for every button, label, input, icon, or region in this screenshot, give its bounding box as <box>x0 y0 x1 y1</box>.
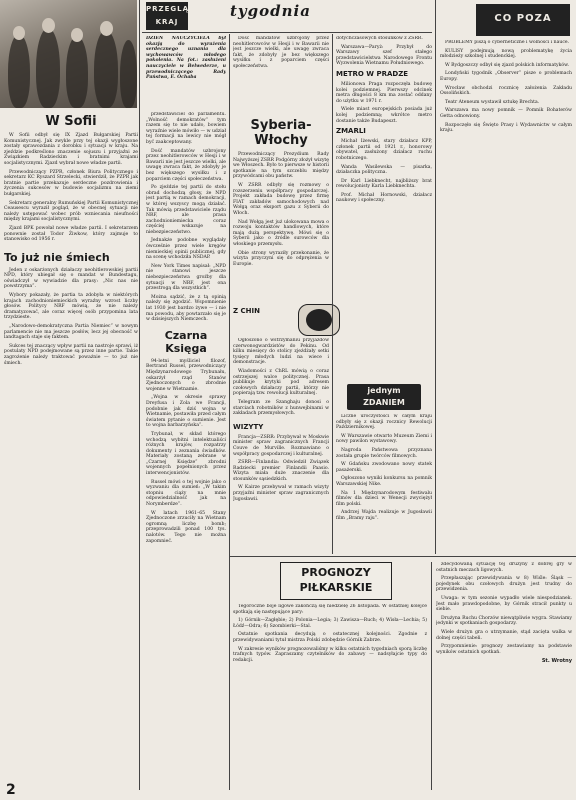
left-column <box>4 112 138 788</box>
syberia-title: Syberia-Włochy <box>250 118 312 148</box>
to-juz-paragraph: Wybory pokazały, że partia ta zdobyła w niektórych krajach zachodnioniemieckich wyraźny wzrost liczby głosów. Politycy NRF mówią, że nie należy dramatyzować, ale coraz więcej osób przypomina lata trzydzieste. <box>4 293 138 321</box>
co-poza-paragraph: Warszawa ma nowy pomnik — Pomnik Bohaterów Getta odnowiony. <box>440 108 572 119</box>
article-paragraph: Można sądzić, że z tą opinią należy się zgodzić. Wspomnienie lat 1930 jest bardzo żywe — i nie ma powodu, aby powtarzało się je w dzisiejszych Niemczech. <box>146 294 226 323</box>
teachers-day-photo <box>0 0 137 108</box>
second-column <box>146 112 226 788</box>
article-paragraph: przedstawiciel do parlamentu. „Wolność demokratów” tym razem się to nie udało, bowiem wyraźnie wiele mówiło — w udział tej formacji na lewicy nie mógł być zaakceptowany. <box>146 112 226 145</box>
zmarli-paragraph: Prof. Michał Hornowski, działacz naukowy i społeczny. <box>336 192 432 204</box>
z-chin-box <box>233 304 297 318</box>
zmarli-paragraph: Michał Iżewski, stary działacz KPP, członek partii od 1921 r., honorowy obywatel, zasłużony działacz ruchu robotniczego. <box>336 139 432 161</box>
jednym-item: Ogłoszono wyniki konkursu na pomnik Warszawskiej Nike. <box>336 476 432 487</box>
z-chin-paragraph: Telegram ze Szanghaju donosi o starciach robotników z hunwejbinami w zakładach przemysłowych. <box>233 399 329 417</box>
right-bottom-paragraph: Przypomnienie: prognozy zestawiamy na podstawie wyników ostatnich spotkań. <box>436 644 572 655</box>
co-poza-paragraph: W Bydgoszczy odbył się zjazd polskich informatyków. <box>445 62 570 68</box>
syberia-paragraph: Obie strony wyraziły przekonanie, że wizyta przyczyni się do odprężenia w Europie. <box>233 250 329 267</box>
right-bottom-paragraph: Drużyna Ruchu Chorzów niewątpliwie wygra. Stawiamy jedynki w spotkaniach gospodarzy. <box>436 615 572 627</box>
co-poza-paragraph: KULISY podejmują nową problematykę życia młodzieży szkolnej i studenckiej. <box>440 48 572 60</box>
czarna-paragraph: Russel mówi o tej wojnie jako o wyzwaniu dla sumień: „W takim stopniu ciąży na mnie odpowiedzialność jak na Norymberdze”. <box>146 479 226 508</box>
w-sofii-title: W Sofii <box>45 114 97 129</box>
z-chin-paragraph: Ogłoszono o wstrzymaniu przyjazdów czerwonogwardzistów do Pekinu. Od kilku miesięcy do stolicy zjeżdżały setki tysięcy młodych ludzi na wiece i demonstracje. <box>233 338 329 366</box>
article-paragraph: New York Times napisał: „NPD nie stanowi jeszcze niebezpieczeństwa groźby dla sytuacji w NRF, jest ona przestrogą dla wszystkich”. <box>146 263 226 292</box>
czarna-paragraph: 94-letni myśliciel filozof, Bertrand Russel, przewodniczący Międzynarodowego Trybunału, oskarżył rząd Stanów Zjednoczonych o zbrodnie wojenne w Wietnamie. <box>146 358 226 392</box>
co-poza-paragraph: PROBLEMY piszą o cyberneticzne i wolności i nauce. <box>445 40 570 45</box>
wizyty-title: WIZYTY <box>233 422 264 431</box>
co-poza-paragraph: Londyński tygodnik „Observer” pisze o problemach Europy. <box>440 71 572 82</box>
right-bottom-paragraph: zdecydowaną sytuację tej drużyny z dobrej gry w ostatnich meczach ligowych. <box>436 562 572 573</box>
metro-paragraph: Milionowa Praga rozpoczęła budowę kolei podziemnej. Pierwszy odcinek metra długości 8 km ma zostać oddany do użytku w 1971 r. <box>336 81 432 104</box>
page-number: 2 <box>6 782 16 798</box>
syberia-paragraph: W ZSRR odbyły się rozmowy o rozszerzeniu współpracy gospodarczej. Projekt zakłada budowę przez firmę FIAT zakładów samochodowych nad Wołgą oraz eksport gazu z Syberii do Włoch. <box>233 182 329 216</box>
masthead-title: tygodnia <box>230 2 311 20</box>
jednym-zdaniem-banner: jednym ZDANIEM <box>347 384 421 410</box>
prognozy-title: PROGNOZY PIŁKARSKIE <box>299 566 373 594</box>
w-sofii-paragraph: Sekretarz generalny Rumuńskiej Partii Komunistycznej Ceausescu wyraził pogląd, że w obecnej sytuacji nie należy ustępować wobec prób wzniecania nieufności między krajami socjalistycznymi. <box>4 200 138 223</box>
co-poza-paragraph: Teatr Ateneum wystawił sztukę Brechta. <box>445 99 540 105</box>
prognozy-paragraph: Ostatnie spotkania decydują o ostatecznej kolejności. Zgodnie z przewidywaniami tytuł mistrza Polski zdobędzie Górnik Zabrze. <box>233 632 427 643</box>
w-sofii-paragraph: W Sofii odbył się IX Zjazd Bułgarskiej Partii Komunistycznej. Jak zwykle przy tej okazji wygłoszone zostały sprawozdania z dorobku i sytuacji w kraju. Na zjeździe podkreślono znaczenie sojuszu i przyjaźni ze Związkiem Radzieckim i bratnimi krajami socjalistycznymi. Zjazd wybrał nowe władze partii. <box>4 133 138 166</box>
co-poza-logo: CO POZA <box>476 4 570 36</box>
czarna-title: Czarna Księga <box>164 328 208 355</box>
prognozy-column <box>233 604 427 790</box>
jednym-item: Nagroda Państwowa przyznana została grupie twórców filmowych. <box>336 447 432 459</box>
zmarli-title: ZMARLI <box>336 127 366 136</box>
jednym-item: Liczne uroczystości w całym kraju odbyły się z okazji rocznicy Rewolucji Październikowej. <box>336 414 432 431</box>
krotko-stamp <box>298 304 340 336</box>
jednym-item: Na 1 Międzynarodowym festiwalu filmów dla dzieci w Wenecji zwyciężył film polski. <box>336 490 432 507</box>
right-bottom-paragraph: Przepłaszając przewidywania w 8) Wiśle: Śląsk — pojedynek obu czołowych drużyn jest trudny do przewidzenia. <box>436 576 572 593</box>
right-bottom-paragraph: Wiele drużyn gra o utrzymanie, stąd zacięta walka w dolnej części tabeli. <box>436 629 572 641</box>
article-paragraph: Jednakże podobne wyglądały ówcześnie przez wiele kręgów niemieckiej opinii publicznej, gdy na scenę wchodziła NSDAP. <box>146 238 226 261</box>
z-chin-title: Z CHIN <box>233 307 260 315</box>
z-chin-paragraph: Wiadomości z ChRL mówią o coraz ostrzejszej walce politycznej. Prasa publikuje krytyki pod adresem czołowych działaczy partii, którzy nie popierają tzw. rewolucji kulturalnej. <box>233 368 329 397</box>
zmarli-paragraph: Wanda Wasilewska — pisarka, działaczka polityczna. <box>336 164 432 176</box>
czarna-paragraph: W latach 1961–65 Stany Zjednoczone zrzuciły na Wietnam ogromną liczbę bomb; przeprowadzili ponad 100 tys. nalotów. Tego nie można zapomnieć. <box>146 510 226 544</box>
prognozy-paragraph: Tegoroczne boje ligowe zakończą się niedzielę 26 listopada. W ostatniej kolejce spotkają się następujące pary: <box>233 604 427 615</box>
to-juz-paragraph: Jeden z oskarżonych działaczy neohitlerowskiej partii NPD, który ubiegał się o mandat w Bundestagu, oświadczył w wywiadzie dla prasy: „Nic nas nie powstrzyma”. <box>4 267 138 290</box>
metro-paragraph: Wiele miast europejskich posiada już kolej podziemną; wkrótce metro dostanie także Budapeszt. <box>336 107 432 124</box>
metro-title: METRO W PRADZE <box>336 69 409 78</box>
czarna-paragraph: „Wojna w okresie sprawy Dreyfusa i Zola we Francji, podobnie jak dziś wojna w Wietnamie, postawiła przed całym światem pytanie o sumienie. Jest to wojna barbarzyńska”. <box>146 395 226 429</box>
to-juz-paragraph: Sukces tej znaczący wpływ partii na nastroje sprawi, iż postulaty NPD podejmowane są przez inne partie. Takie zagrożenie należy traktować poważnie — to już nie śmiech. <box>4 343 138 366</box>
article-paragraph: Warszawa—Paryż: Przybył do Warszawy szef stałego przedstawicielstwa Narodowego Frontu Wyzwolenia Wietnamu Południowego. <box>336 44 432 67</box>
jednym-item: Andrzej Wajda realizuje w Jugosławii film „Bramy raju”. <box>336 510 432 521</box>
article-paragraph: dotychczasowych stosunków z ZSRR. <box>336 36 423 41</box>
author-signature: St. Wrotny <box>541 658 572 665</box>
co-poza-column <box>440 40 572 548</box>
wizyty-paragraph: W Kairze przebywał w ramach wizyty przyjaźni minister spraw zagranicznych Jugosławii. <box>233 485 329 502</box>
prognozy-paragraph: 1) Górnik—Zagłębie; 2) Polonia—Legia; 3) Zawisza—Ruch; 4) Wisła—Lechia; 5) Łódź—Odra; 6) Szombierki—Stal. <box>233 618 427 629</box>
wizyty-paragraph: ZSRR—Finlandia: Odwiedził Związek Radziecki premier Finlandii Paasio. Wizyta miała duże znaczenie dla stosunków sąsiedzkich. <box>233 460 329 482</box>
right-bottom-column <box>436 562 572 790</box>
to-juz-paragraph: „Narodowo-demokratyczna Partia Niemiec” w nowym parlamencie nie ma jeszcze posłów, lecz jej obecność w landtagach staje się faktem. <box>4 324 138 341</box>
jednym-item: W Gdańsku zwodowano nowy statek pasażerski. <box>336 462 432 473</box>
article-paragraph: Po zjeździe tej partii do stołu obrad dochodzą głosy, że NPD jest partią w ramach demokracji, w której wszyscy mogą działać. Tak mówią przedstawiciele rządu NRF, ale prasa zachodnioniemiecka coraz częściej wskazuje na niebezpieczeństwo. <box>146 185 226 235</box>
czarna-paragraph: Trybunał, w skład którego wchodzą wybitni intelektualiści różnych krajów, rozpatrzy dokumenty i zeznania świadków. Materiały zostaną zebrane w „Czarnej Księdze” zbrodni wojennych popełnionych przez interwencjonistów. <box>146 431 226 477</box>
prognozy-paragraph: W zakresie wyników prognozowaliśmy w kilku ostatnich tygodniach sporą liczbę trafnych typów. Zapraszamy czytelników do zabawy — nadsyłajcie typy do redakcji. <box>233 646 427 663</box>
masthead-logo: PRZEGLĄD KRAJ <box>146 2 188 30</box>
third-column-top <box>233 36 329 116</box>
jednym-zdaniem-column <box>336 414 432 554</box>
article-paragraph: Dość mandatów uzbrojony przez neohitlerowców w Hesji i w Bawarii nie jest jeszcze wielki, ale uwagę zwraca fakt, że zdobyły je bez większego wysiłku i z poparciem części społeczeństwa. <box>146 148 226 182</box>
co-poza-paragraph: Rozpoczęło się Święto Prasy i Wydawnictw w całym kraju. <box>440 122 572 134</box>
article-paragraph: Dość mandatów uzbrojony przez neohitlerowców w Hesji i w Bawarii nie jest jeszcze wielki, ale uwagę zwraca fakt, że zdobyły je bez większego wysiłku i z poparciem części społeczeństwa. <box>233 36 329 69</box>
right-bottom-paragraph: Uwaga: w tym sezonie wypadło wiele niespodzianek. Jest mało prawdopodobne, by Górnik stracił punkty u siebie. <box>436 595 572 613</box>
photo-caption-box <box>146 36 226 110</box>
syberia-paragraph: Nad Wołgą jest już ulokowana mowa o rozwoju kontaktów handlowych, które mają dużą perspektywę. Mówi się o Syberii jako o źródle surowców dla włoskiego przemysłu. <box>233 219 329 247</box>
photo-caption: DZIEŃ NAUCZYCIELA był okazją do wyrażenia serdecznego uznania dla wychowawców młodego pokolenia. Na fot.: zasłużeni nauczyciele w Belwederze, u przewodniczącego Rady Państwa, E. Ochaba <box>146 36 226 81</box>
z-chin-column <box>233 338 329 560</box>
jednym-item: W Warszawie otwarto Muzeum Ziemi i nowy pawilon wystawowy. <box>336 433 432 445</box>
zmarli-paragraph: Dr Karl Liebknecht, najbliższy brat rewolucjonisty Karla Liebknechta. <box>336 178 432 190</box>
w-sofii-paragraph: Zjazd BPK powołał nowe władze partii. I sekretarzem ponownie został Todor Żiwkow, który zajmuje to stanowisko od 1956 r. <box>4 225 138 243</box>
to-juz-title: To już nie śmiech <box>4 250 110 264</box>
prognozy-title-box <box>280 562 392 600</box>
syberia-paragraph: Przewodniczący Prezydium Rady Najwyższej ZSRR Podgórny złożył wizytę we Włoszech. Było to pierwsze w historii spotkanie na tym szczeblu między przywódcami obu państw. <box>233 152 329 180</box>
co-poza-paragraph: Wrocław obchodzi rocznicę założenia Zakładu Ossolińskich. <box>440 85 572 97</box>
wizyty-paragraph: Francja—ZSRR: Przybywał w Moskwie minister spraw zagranicznych Francji Couve de Murville. Rozmawiano o współpracy gospodarczej i kulturalnej. <box>233 434 329 457</box>
w-sofii-paragraph: Przewodniczący PZPR, członek Biura Politycznego i sekretarz KC Ryszard Strzelecki, stwierdził, że PZPR jak bratnie partie przekazuje serdeczne pozdrowienia i życzenia sukcesów w budowie socjalizmu na ziemi bułgarskiej. <box>4 169 138 197</box>
